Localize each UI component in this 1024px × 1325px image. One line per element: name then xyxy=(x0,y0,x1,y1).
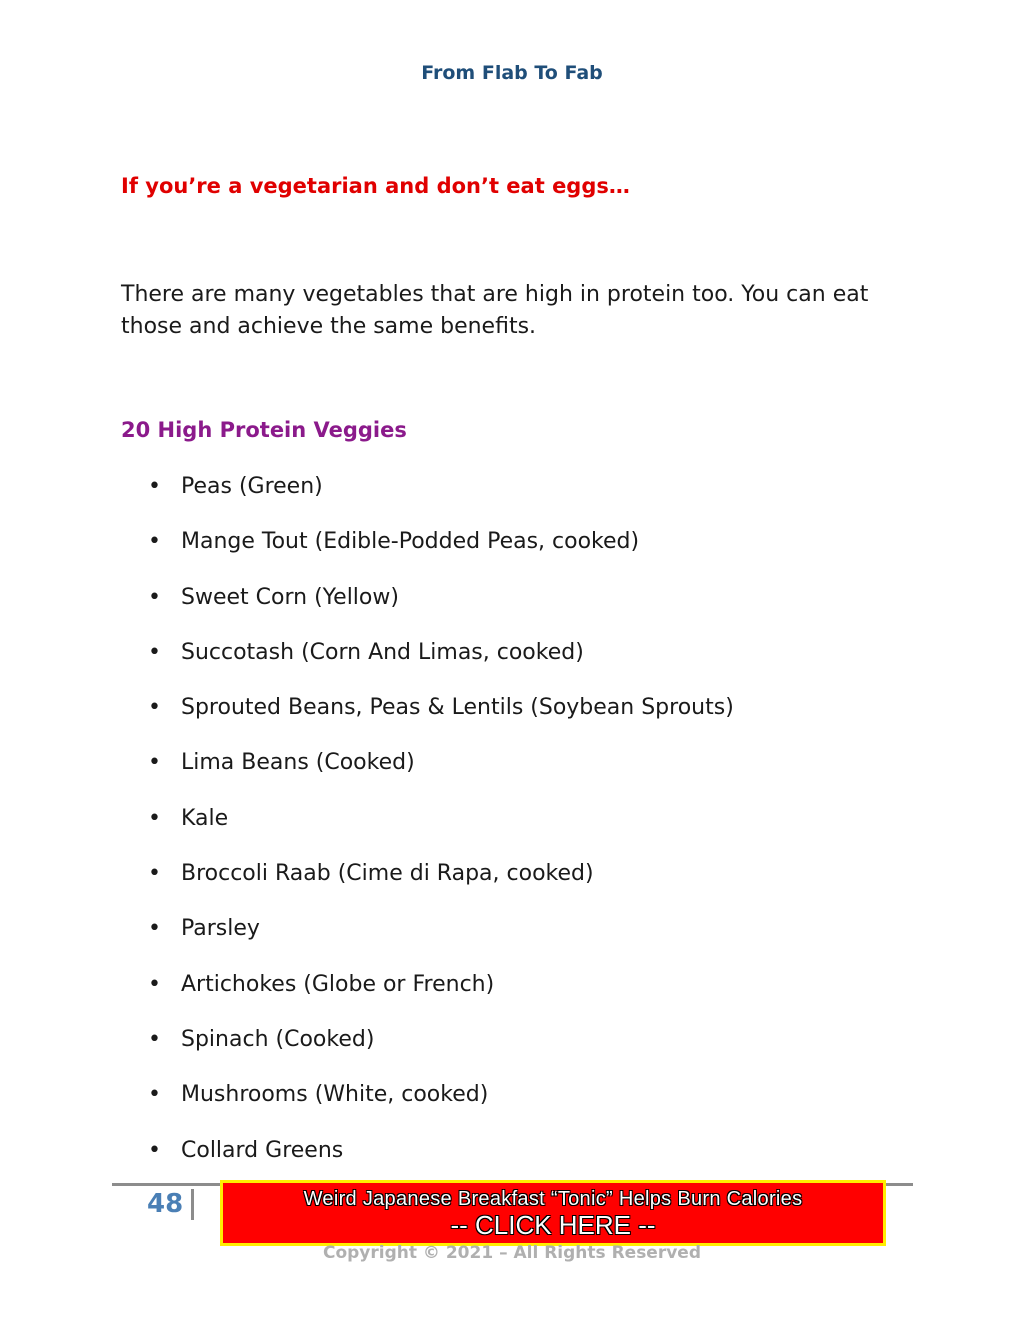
list-item-label: Mushrooms (White, cooked) xyxy=(181,1082,489,1108)
list-item-label: Succotash (Corn And Limas, cooked) xyxy=(181,639,584,665)
list-item-label: Spinach (Cooked) xyxy=(181,1026,375,1052)
list-item-label: Mange Tout (Edible-Podded Peas, cooked) xyxy=(181,529,640,555)
banner-click-here-link[interactable]: -- CLICK HERE -- xyxy=(450,1210,656,1240)
list-item-label: Artichokes (Globe or French) xyxy=(181,971,495,997)
document-header-title: From Flab To Fab xyxy=(421,62,603,84)
click-here-banner-ad[interactable] xyxy=(220,1180,886,1246)
bullet-icon: • xyxy=(148,584,161,610)
list-item-label: Parsley xyxy=(181,916,260,942)
bullet-icon: • xyxy=(148,1082,161,1108)
bullet-icon: • xyxy=(148,1137,161,1163)
bullet-icon: • xyxy=(148,695,161,721)
vegetarian-heading: If you’re a vegetarian and don’t eat eggs… xyxy=(121,174,630,198)
high-protein-veggies-heading: 20 High Protein Veggies xyxy=(121,418,407,442)
bullet-icon: • xyxy=(148,916,161,942)
bullet-icon: • xyxy=(148,639,161,665)
bullet-icon: • xyxy=(148,1026,161,1052)
list-item-label: Sweet Corn (Yellow) xyxy=(181,584,399,610)
banner-headline: Weird Japanese Breakfast “Tonic” Helps Burn Calories xyxy=(303,1188,803,1210)
bullet-icon: • xyxy=(148,529,161,555)
bullet-icon: • xyxy=(148,971,161,997)
copyright-notice: Copyright © 2021 – All Rights Reserved xyxy=(322,1243,702,1263)
bullet-icon: • xyxy=(148,750,161,776)
intro-paragraph: There are many vegetables that are high in protein too. You can eat those and achieve the same benefits. xyxy=(121,282,869,339)
list-item-label: Broccoli Raab (Cime di Rapa, cooked) xyxy=(181,861,594,887)
bullet-icon: • xyxy=(148,474,161,499)
list-item-label: Lima Beans (Cooked) xyxy=(181,750,415,776)
bullet-icon: • xyxy=(148,805,161,831)
list-item-label: Peas (Green) xyxy=(181,474,323,499)
page-number: 48 xyxy=(147,1189,184,1219)
list-item-label: Collard Greens xyxy=(181,1137,344,1163)
list-item-label: Kale xyxy=(181,805,229,831)
page-number-separator xyxy=(191,1189,194,1220)
list-item-label: Sprouted Beans, Peas & Lentils (Soybean Sprouts) xyxy=(181,695,734,721)
bullet-icon: • xyxy=(148,861,161,887)
